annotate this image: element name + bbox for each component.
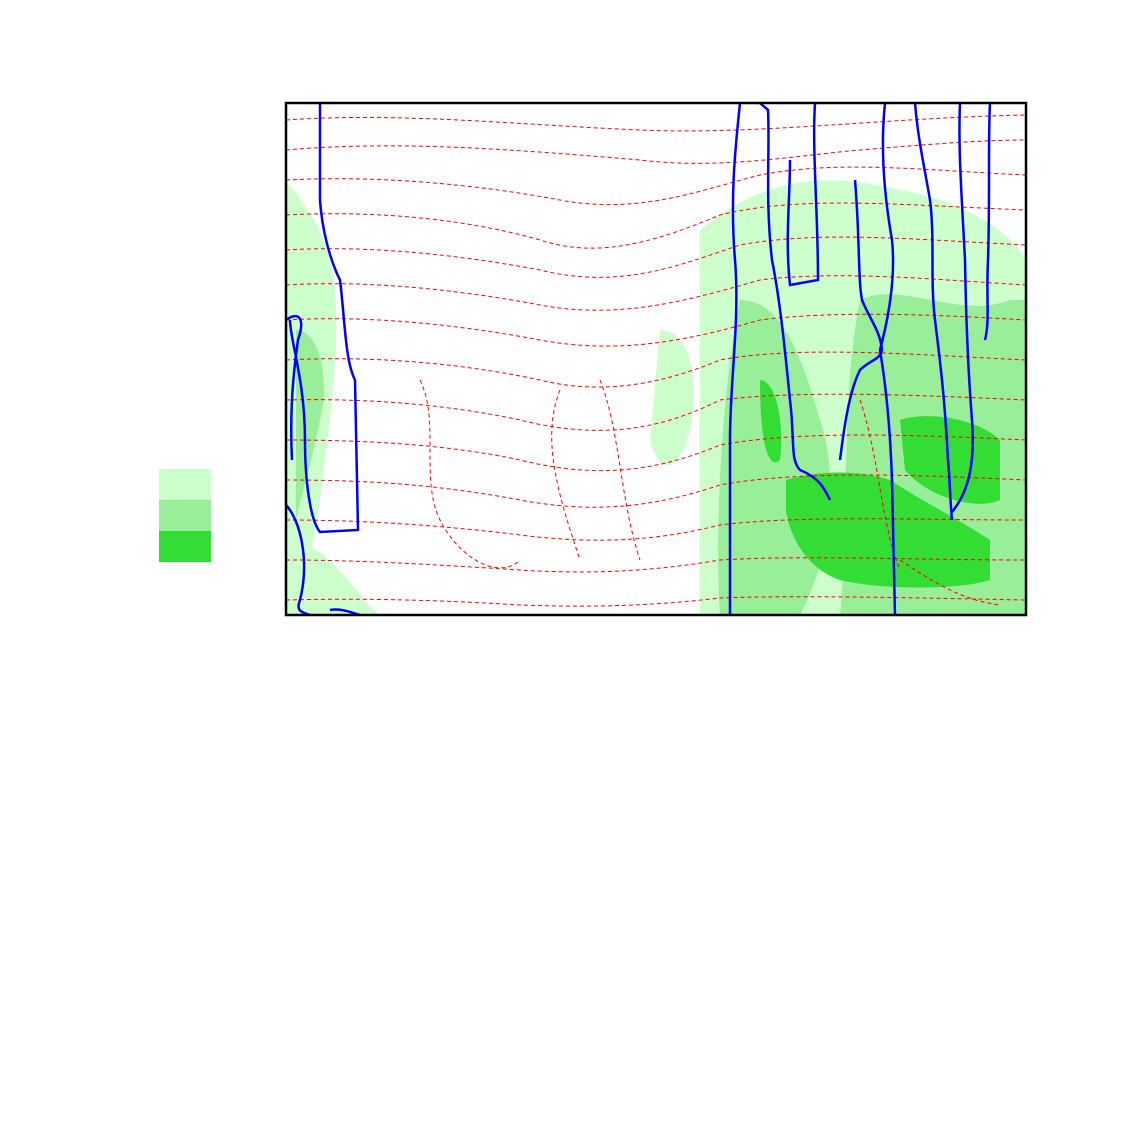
cross-section-panel: [286, 103, 1026, 615]
legend-rh90-swatch: [159, 531, 211, 562]
legend-rh80-swatch: [159, 500, 211, 531]
legend-rh70-swatch: [159, 469, 211, 500]
